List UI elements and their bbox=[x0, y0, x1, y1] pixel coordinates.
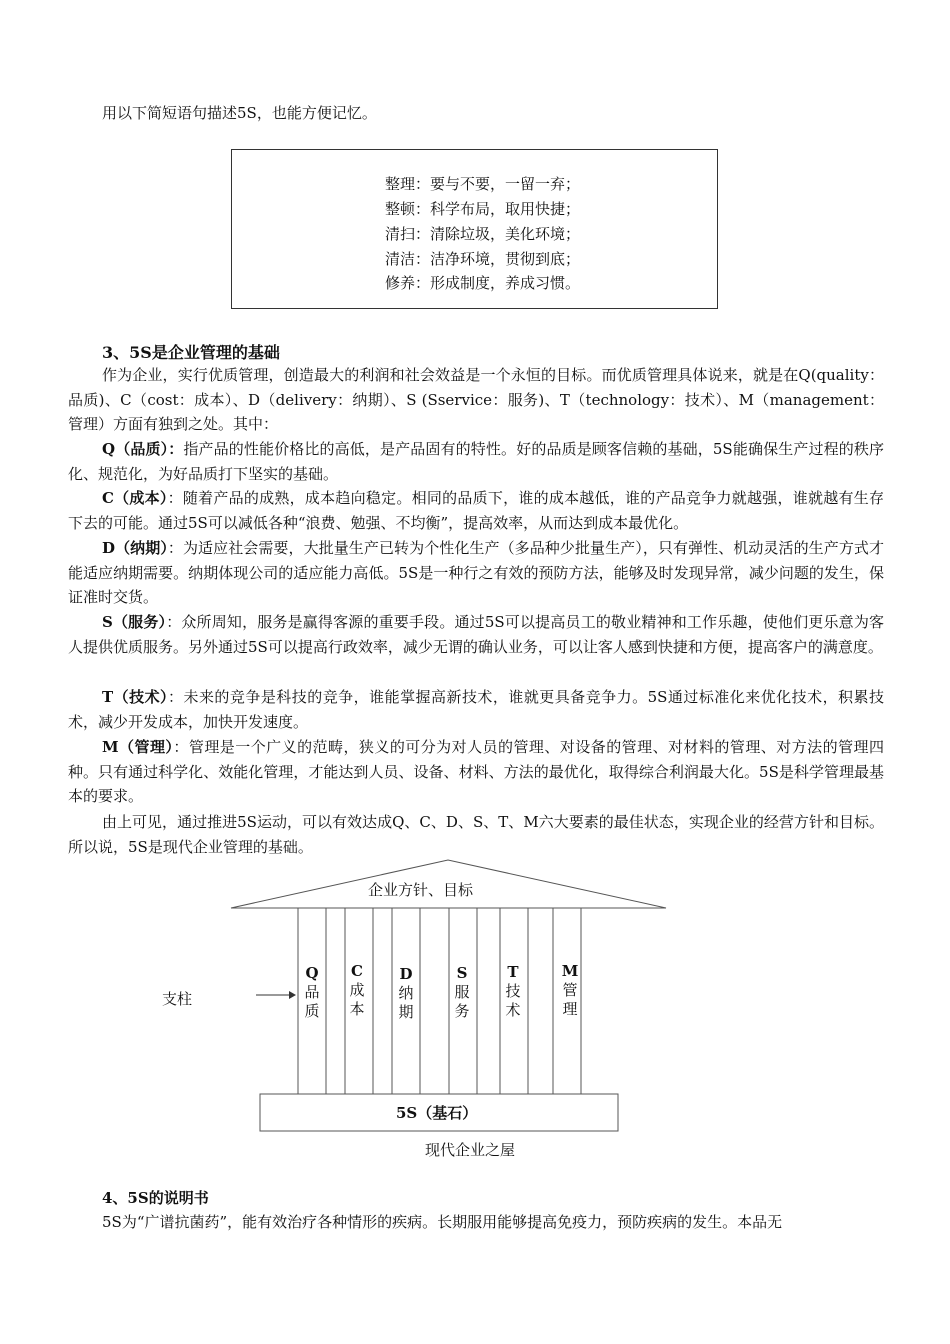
d-label: D（纳期） bbox=[102, 539, 168, 557]
memory-box bbox=[231, 149, 718, 309]
section3-heading: 3、5S是企业管理的基础 bbox=[102, 343, 280, 362]
column-s-char1: 服 bbox=[454, 983, 470, 1001]
column-c-char2: 本 bbox=[349, 1000, 365, 1018]
intro-text: 用以下简短语句描述5S，也能方便记忆。 bbox=[102, 104, 377, 122]
column-q-char2: 质 bbox=[304, 1002, 320, 1020]
diagram-caption: 现代企业之屋 bbox=[425, 1141, 516, 1159]
column-d-char2: 期 bbox=[398, 1003, 414, 1021]
column-s-code: S bbox=[456, 964, 468, 982]
box-line-order: 整顿：科学布局，取用快捷； bbox=[385, 200, 581, 218]
column-d-code: D bbox=[399, 965, 413, 983]
column-q bbox=[301, 964, 323, 1021]
column-s bbox=[451, 964, 473, 1021]
d-text: ：为适应社会需要，大批量生产已转为个性化生产（多品种少批量生产），只有弹性、机动灵活的生产方式才能适应纳期需要。纳期体现公司的适应能力高低。5S是一种行之有效的预防方法，能够及时发现异常，减少问题的发生，保证准时交货。 bbox=[68, 539, 884, 607]
s-paragraph bbox=[68, 610, 884, 659]
box-line-clean: 清扫：清除垃圾，美化环境； bbox=[385, 225, 581, 243]
m-text: ：管理是一个广义的范畴，狭义的可分为对人员的管理、对设备的管理、对材料的管理、对方法的管理四种。只有通过科学化、效能化管理，才能达到人员、设备、材料、方法的最优化，取得综合利润最大化。5S是科学管理最基本的要求。 bbox=[68, 738, 884, 806]
t-label: T（技术） bbox=[102, 688, 169, 706]
column-q-char1: 品 bbox=[304, 983, 320, 1001]
m-paragraph bbox=[68, 735, 884, 809]
section4-heading: 4、5S的说明书 bbox=[102, 1189, 209, 1207]
t-text: ：未来的竞争是科技的竞争，谁能掌握高新技术，谁就更具备竞争力。5S通过标准化来优化技术，积累技术，减少开发成本，加快开发速度。 bbox=[68, 688, 884, 731]
box-line-tidy: 清洁：洁净环境，贯彻到底； bbox=[385, 250, 581, 268]
column-s-char2: 务 bbox=[454, 1002, 470, 1020]
column-d-char1: 纳 bbox=[398, 984, 414, 1002]
column-c bbox=[346, 962, 368, 1019]
column-q-code: Q bbox=[305, 964, 319, 982]
box-line-discipline: 修养：形成制度，养成习惯。 bbox=[385, 274, 581, 292]
column-c-code: C bbox=[351, 962, 363, 980]
pillar-arrow-head bbox=[289, 991, 296, 999]
t-paragraph bbox=[68, 685, 884, 734]
roof-label: 企业方针、目标 bbox=[368, 881, 474, 899]
column-t-char1: 技 bbox=[505, 982, 521, 1000]
column-m bbox=[559, 962, 581, 1019]
column-t bbox=[502, 963, 524, 1020]
q-text: 指产品的性能价格比的高低，是产品固有的特性。好的品质是顾客信赖的基础，5S能确保生产过程的秩序化、规范化，为好品质打下坚实的基础。 bbox=[68, 440, 884, 483]
q-paragraph bbox=[68, 437, 884, 486]
conclusion-paragraph: 由上可见，通过推进5S运动，可以有效达成Q、C、D、S、T、M六大要素的最佳状态，实现企业的经营方针和目标。所以说，5S是现代企业管理的基础。 bbox=[68, 813, 884, 856]
d-paragraph bbox=[68, 536, 884, 610]
c-text: ：随着产品的成熟，成本趋向稳定。相同的品质下，谁的成本越低，谁的产品竞争力就越强，谁就越有生存下去的可能。通过5S可以减低各种“浪费、勉强、不均衡”，提高效率，从而达到成本最优化。 bbox=[68, 489, 884, 532]
column-m-char1: 管 bbox=[562, 981, 578, 999]
s-text: ：众所周知，服务是赢得客源的重要手段。通过5S可以提高员工的敬业精神和工作乐趣，使他们更乐意为客人提供优质服务。另外通过5S可以提高行政效率，减少无谓的确认业务，可以让客人感到快捷和方便，提高客户的满意度。 bbox=[68, 613, 884, 656]
s-label: S（服务） bbox=[102, 613, 167, 631]
m-label: M（管理） bbox=[102, 738, 174, 756]
base-label: 5S（基石） bbox=[396, 1104, 478, 1122]
column-m-char2: 理 bbox=[562, 1000, 578, 1018]
enterprise-house-diagram bbox=[0, 858, 950, 1158]
column-t-code: T bbox=[507, 963, 519, 981]
c-label: C（成本） bbox=[102, 489, 168, 507]
column-c-char1: 成 bbox=[349, 981, 365, 999]
q-label: Q（品质）： bbox=[102, 440, 184, 458]
column-t-char2: 术 bbox=[505, 1001, 521, 1019]
c-paragraph bbox=[68, 486, 884, 535]
section4-paragraph: 5S为“广谱抗菌药”，能有效治疗各种情形的疾病。长期服用能够提高免疫力，预防疾病的发生。本品无 bbox=[102, 1213, 783, 1231]
column-d bbox=[395, 965, 417, 1022]
section3-intro: 作为企业，实行优质管理，创造最大的利润和社会效益是一个永恒的目标。而优质管理具体说来，就是在Q(quality：品质)、C（cost：成本）、D（delivery：纳期）、S (Sservice：服务)、T（technology：技术）、M（management：管理）方面有独到之处。其中： bbox=[68, 366, 884, 434]
column-m-code: M bbox=[561, 962, 579, 980]
pillar-caption: 支柱 bbox=[162, 990, 193, 1008]
box-line-sort: 整理：要与不要，一留一弃； bbox=[385, 175, 581, 193]
